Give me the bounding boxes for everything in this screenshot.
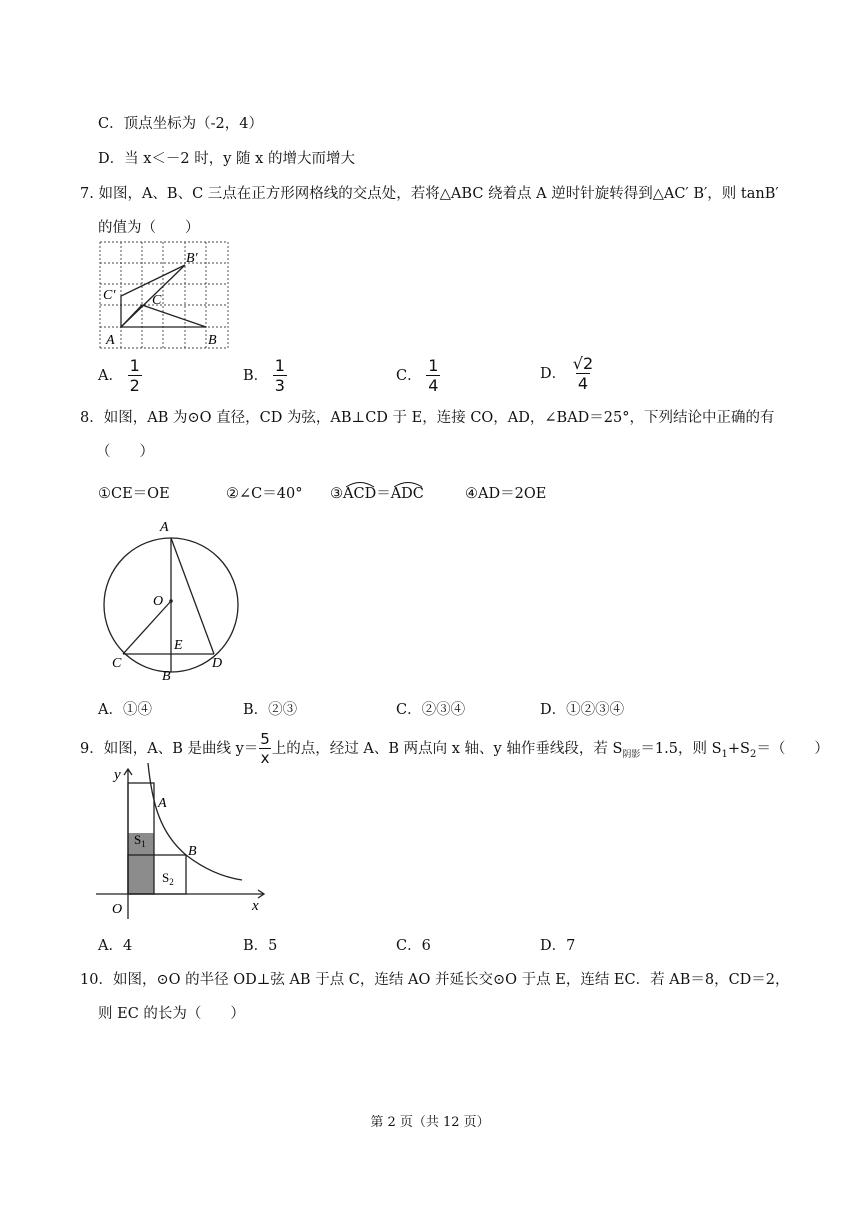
axis-label-y: y (114, 767, 121, 783)
q9-graph-figure (96, 763, 272, 921)
q7-stem-line2: 的值为（ ） (98, 220, 200, 236)
label-c: C (152, 293, 162, 308)
label-s2: $S_2$ (162, 870, 174, 887)
q8-conclusion-3: ③ ACD＝ ADC (330, 482, 424, 503)
q6-option-c: C．顶点坐标为（-2，4） (98, 116, 263, 132)
label-e: E (174, 638, 183, 653)
q10-stem-line1: 10．如图，⊙O 的半径 OD⊥弦 AB 于点 C，连结 AO 并延长交⊙O 于点 E，连结 EC．若 AB＝8，CD＝2， (80, 972, 790, 988)
q9-option-a: A．4 (98, 938, 133, 954)
label-a: A (160, 520, 169, 535)
q6-option-d: D．当 x＜－2 时，y 随 x 的增大而增大 (98, 151, 355, 167)
q7-option-b: B． $\frac{1}{3}$ (243, 356, 285, 395)
q7-option-c: C． $\frac{1}{4}$ (396, 356, 439, 395)
q8-option-d: D．①②③④ (540, 702, 625, 718)
label-s1: $S_1$ (134, 832, 146, 849)
fraction: $\frac{5}{x}$ (260, 730, 270, 767)
label-c: C (112, 656, 122, 671)
fraction: $\frac{1}{3}$ (274, 356, 285, 395)
label-a: A (106, 333, 115, 348)
label-c-prime: C′ (103, 288, 116, 303)
q8-option-b: B．②③ (243, 702, 298, 718)
q9-stem: 9．如图，A、B 是曲线 y＝ $\frac{5}{x}$ 上的点，经过 A、B 两点向 x 轴、y 轴作垂线段，若 $S_{阴影}=1.5$，则 $S_1+S_2=$（ ） (80, 730, 829, 767)
page-footer: 第 2 页（共 12 页） (370, 1115, 490, 1130)
label-o: O (153, 594, 164, 609)
q8-conclusion-4: ④AD＝2OE (465, 486, 547, 502)
q9-option-b: B．5 (243, 938, 278, 954)
q9-option-c: C．6 (396, 938, 431, 954)
label-o: O (112, 902, 123, 917)
q8-circle-figure (96, 514, 246, 686)
label-b: B (188, 844, 197, 859)
fraction: $\frac{√2}{4}$ (572, 354, 594, 393)
q9-option-d: D．7 (540, 938, 576, 954)
label-b-prime: B′ (186, 251, 198, 266)
q8-option-a: A．①④ (98, 702, 152, 718)
triangle-abc (121, 305, 206, 327)
q7-stem-line1: 7. 如图，A、B、C 三点在正方形网格线的交点处，若将△ABC 绕着点 A 逆时针旋转得到△AC′ B′，则 tanB′ (80, 186, 779, 202)
q8-stem-line1: 8．如图，AB 为⊙O 直径，CD 为弦，AB⊥CD 于 E，连接 CO，AD，∠BAD＝25°，下列结论中正确的有 (80, 410, 775, 426)
label-a: A (158, 796, 167, 811)
label-b: B (208, 333, 217, 348)
fraction: $\frac{1}{2}$ (129, 356, 140, 395)
arc-acd: ACD (343, 486, 376, 502)
q7-option-d: D． $\frac{√2}{4}$ (540, 354, 594, 393)
q7-option-a: A． $\frac{1}{2}$ (98, 356, 140, 395)
q10-stem-line2: 则 EC 的长为（ ） (98, 1006, 245, 1022)
label-b: B (162, 669, 171, 684)
arc-adc: ADC (391, 486, 424, 502)
axis-label-x: x (252, 898, 259, 914)
hyperbola-curve (148, 763, 242, 880)
arc-mark-icon (393, 480, 423, 488)
arc-mark-icon (345, 480, 375, 488)
q8-stem-line2: （ ） (96, 444, 154, 460)
fraction: $\frac{1}{4}$ (428, 356, 439, 395)
q8-option-c: C．②③④ (396, 702, 466, 718)
label-d: D (212, 656, 223, 671)
q7-grid-figure (98, 240, 230, 352)
q8-conclusion-1: ①CE＝OE (98, 486, 170, 502)
q8-conclusion-2: ②∠C＝40° (226, 486, 303, 502)
